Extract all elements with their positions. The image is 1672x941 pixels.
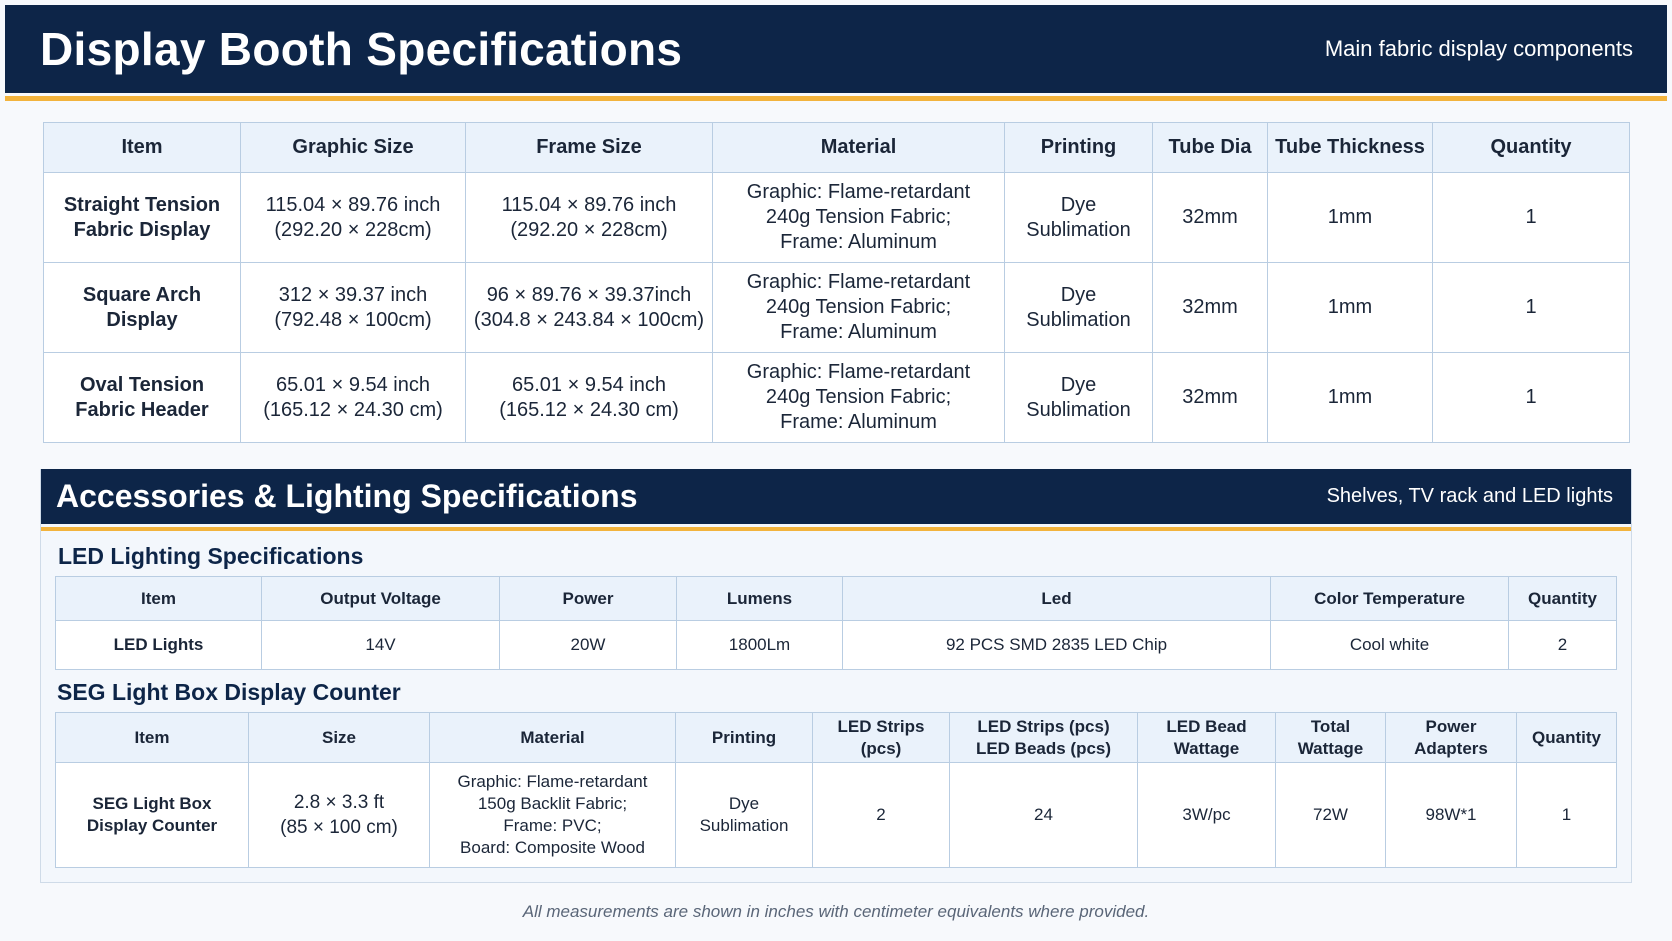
column-header: Item: [56, 713, 249, 763]
led-section-title: LED Lighting Specifications: [58, 543, 364, 569]
printing-cell: Dye Sublimation: [1005, 263, 1153, 353]
tube-thickness-cell: 1mm: [1268, 263, 1433, 353]
quantity-cell: 1: [1433, 263, 1630, 353]
item-cell: Oval Tension Fabric Header: [44, 353, 241, 443]
output-voltage-cell: 14V: [262, 621, 500, 670]
tube-dia-cell: 32mm: [1153, 353, 1268, 443]
accessories-title: Accessories & Lighting Specifications: [56, 478, 638, 514]
frame-size-cell: 96 × 89.76 × 39.37inch (304.8 × 243.84 × 100cm): [466, 263, 713, 353]
material-cell: Graphic: Flame-retardant 150g Backlit Fabric; Frame: PVC; Board: Composite Wood: [430, 763, 676, 868]
color-temperature-cell: Cool white: [1271, 621, 1509, 670]
item-cell: SEG Light Box Display Counter: [56, 763, 249, 868]
footnote: All measurements are shown in inches with centimeter equivalents where provided.: [522, 902, 1150, 921]
accessories-header: [41, 469, 1631, 524]
led-cell: 92 PCS SMD 2835 LED Chip: [843, 621, 1271, 670]
frame-size-cell: 65.01 × 9.54 inch (165.12 × 24.30 cm): [466, 353, 713, 443]
frame-size-cell: 115.04 × 89.76 inch (292.20 × 228cm): [466, 173, 713, 263]
column-header: Total Wattage: [1276, 713, 1386, 763]
column-header: Lumens: [677, 577, 843, 621]
column-header: Output Voltage: [262, 577, 500, 621]
column-header: Material: [713, 123, 1005, 173]
column-header: Quantity: [1509, 577, 1617, 621]
lumens-cell: 1800Lm: [677, 621, 843, 670]
graphic-size-cell: 115.04 × 89.76 inch (292.20 × 228cm): [241, 173, 466, 263]
item-cell: LED Lights: [56, 621, 262, 670]
header-accent-rule: [5, 96, 1667, 101]
column-header: Power: [500, 577, 677, 621]
graphic-size-cell: 65.01 × 9.54 inch (165.12 × 24.30 cm): [241, 353, 466, 443]
page-header: [5, 5, 1667, 93]
accessories-accent-rule: [41, 527, 1631, 531]
column-header: Quantity: [1433, 123, 1630, 173]
quantity-cell: 1: [1517, 763, 1617, 868]
material-cell: Graphic: Flame-retardant 240g Tension Fabric; Frame: Aluminum: [713, 263, 1005, 353]
printing-cell: Dye Sublimation: [676, 763, 813, 868]
column-header: Power Adapters: [1386, 713, 1517, 763]
accessories-subtitle: Shelves, TV rack and LED lights: [1326, 485, 1613, 507]
led-beads-cell: 24: [950, 763, 1138, 868]
booth-specs-table: [43, 122, 1630, 443]
column-header: LED Strips (pcs): [813, 713, 950, 763]
table-header-row: [56, 577, 1617, 621]
column-header: Printing: [676, 713, 813, 763]
column-header: Printing: [1005, 123, 1153, 173]
table-row: [56, 621, 1617, 670]
column-header: Material: [430, 713, 676, 763]
table-row: [56, 763, 1617, 868]
column-header: LED Bead Wattage: [1138, 713, 1276, 763]
column-header: Size: [249, 713, 430, 763]
column-header: Tube Dia: [1153, 123, 1268, 173]
table-row: [44, 263, 1630, 353]
seg-specs-table: [55, 712, 1617, 868]
printing-cell: Dye Sublimation: [1005, 353, 1153, 443]
graphic-size-cell: 312 × 39.37 inch (792.48 × 100cm): [241, 263, 466, 353]
seg-section-title: SEG Light Box Display Counter: [57, 679, 401, 705]
led-specs-table: [55, 576, 1617, 670]
size-cell: 2.8 × 3.3 ft (85 × 100 cm): [249, 763, 430, 868]
total-wattage-cell: 72W: [1276, 763, 1386, 868]
column-header: LED Strips (pcs) LED Beads (pcs): [950, 713, 1138, 763]
table-row: [44, 173, 1630, 263]
printing-cell: Dye Sublimation: [1005, 173, 1153, 263]
table-header-row: [44, 123, 1630, 173]
tube-thickness-cell: 1mm: [1268, 353, 1433, 443]
material-cell: Graphic: Flame-retardant 240g Tension Fabric; Frame: Aluminum: [713, 353, 1005, 443]
material-cell: Graphic: Flame-retardant 240g Tension Fabric; Frame: Aluminum: [713, 173, 1005, 263]
table-row: [44, 353, 1630, 443]
column-header: Led: [843, 577, 1271, 621]
quantity-cell: 1: [1433, 173, 1630, 263]
column-header: Item: [44, 123, 241, 173]
item-cell: Square Arch Display: [44, 263, 241, 353]
column-header: Quantity: [1517, 713, 1617, 763]
tube-thickness-cell: 1mm: [1268, 173, 1433, 263]
column-header: Graphic Size: [241, 123, 466, 173]
bead-wattage-cell: 3W/pc: [1138, 763, 1276, 868]
page-subtitle: Main fabric display components: [1324, 36, 1633, 61]
quantity-cell: 1: [1433, 353, 1630, 443]
column-header: Tube Thickness: [1268, 123, 1433, 173]
led-strips-cell: 2: [813, 763, 950, 868]
column-header: Color Temperature: [1271, 577, 1509, 621]
tube-dia-cell: 32mm: [1153, 173, 1268, 263]
table-header-row: [56, 713, 1617, 763]
quantity-cell: 2: [1509, 621, 1617, 670]
column-header: Frame Size: [466, 123, 713, 173]
tube-dia-cell: 32mm: [1153, 263, 1268, 353]
page-title: Display Booth Specifications: [40, 23, 683, 75]
power-adapters-cell: 98W*1: [1386, 763, 1517, 868]
item-cell: Straight Tension Fabric Display: [44, 173, 241, 263]
power-cell: 20W: [500, 621, 677, 670]
column-header: Item: [56, 577, 262, 621]
